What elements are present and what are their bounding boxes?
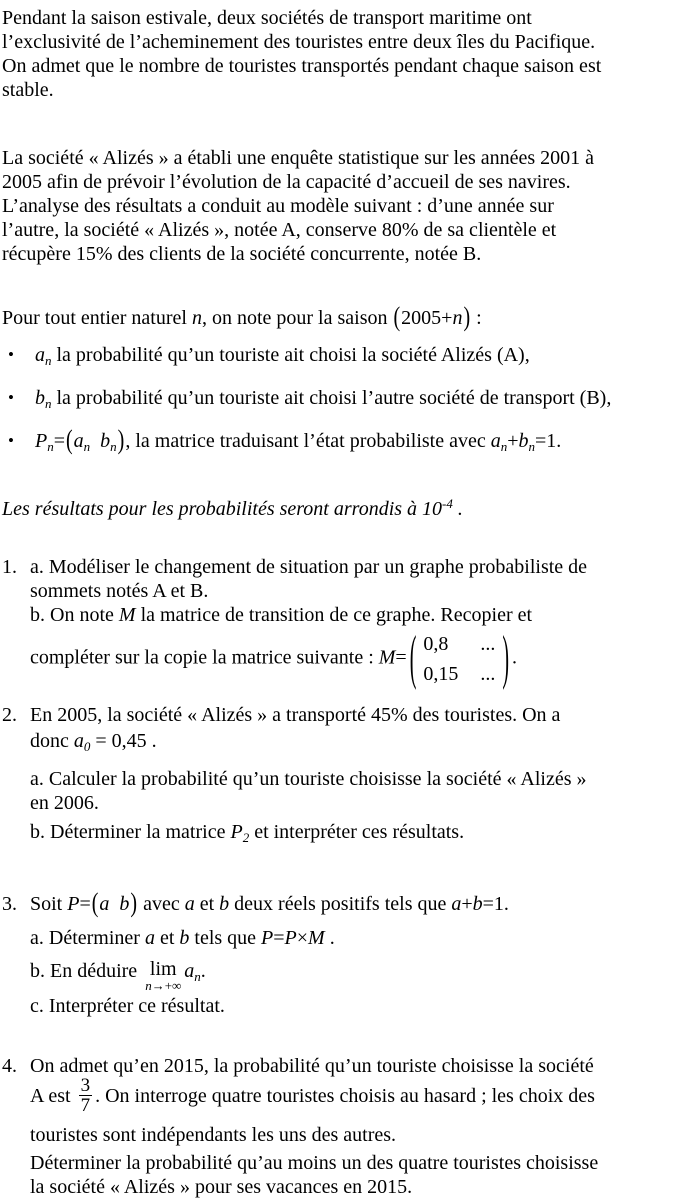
season-parentheses-open: ( xyxy=(393,302,401,333)
question-line: Déterminer la probabilité qu’au moins un des quatre touristes choisisse xyxy=(30,1152,599,1175)
list-item-text: $a_n$ la probabilité qu’un touriste ait choisi la société Alizés (A), xyxy=(35,344,530,368)
bullet-icon: • xyxy=(8,345,14,364)
text-line: récupère 15% des clients de la société concurrente, notée B. xyxy=(2,243,482,265)
question-line: En 2005, la société « Alizés » a transporté 45% des touristes. On a xyxy=(30,704,561,726)
text-line: 2005 afin de prévoir l’évolution de la capacité d’accueil de ses navires. xyxy=(2,171,571,193)
question-4 xyxy=(2,1054,676,1199)
question-number: 4. xyxy=(2,1055,17,1078)
state-matrix-parentheses-close: ) xyxy=(117,425,125,456)
question-line: donc $a_0 = 0,45$ . xyxy=(30,730,157,754)
matrix-paren-open-icon: ( xyxy=(409,626,417,692)
limit-underscript: n→+∞ xyxy=(145,978,182,993)
question-line: a. Modéliser le changement de situation par un graphe probabiliste de xyxy=(30,556,588,578)
question-line: a. Calculer la probabilité qu’un touriste choisisse la société « Alizés » xyxy=(30,768,587,790)
question-line: sommets notés A et B. xyxy=(30,580,209,602)
question-3 xyxy=(2,888,676,1018)
season-parentheses-close: ) xyxy=(463,302,471,333)
list-item xyxy=(8,386,676,416)
row-matrix-parentheses-close: ) xyxy=(130,888,138,919)
question-line: la société « Alizés » pour ses vacances en 2015. xyxy=(30,1176,413,1199)
question-line: touristes sont indépendants les uns des autres. xyxy=(30,1124,397,1147)
question-line: en 2006. xyxy=(30,792,99,814)
question-number: 1. xyxy=(2,556,17,578)
question-line: b. On note M la matrice de transition de ce graphe. Recopier et xyxy=(30,604,533,626)
list-item xyxy=(8,425,676,459)
list-item-text: $b_n$ la probabilité qu’un touriste ait choisi l’autre société de transport (B), xyxy=(35,387,612,411)
question-body xyxy=(30,888,676,1018)
text-line: l’autre, la société « Alizés », notée A, conserve 80% de sa clientèle et xyxy=(2,219,557,241)
matrix-paren-close-icon: ) xyxy=(502,626,510,692)
bullet-icon: • xyxy=(8,388,14,407)
matrix-cell: 0,15 xyxy=(423,663,459,685)
paragraph-context xyxy=(2,6,676,102)
question-line: c. Interpréter ce résultat. xyxy=(30,995,225,1018)
question-line: a. Déterminer a et b tels que P=P×M . xyxy=(30,927,335,949)
notation-intro-line: Pour tout entier naturel n, on note pour la saison (2005+n) : xyxy=(2,302,482,333)
question-number: 3. xyxy=(2,893,17,915)
question-2 xyxy=(2,703,676,850)
question-line: On admet qu’en 2015, la probabilité qu’un touriste choisisse la société xyxy=(30,1055,594,1078)
fraction-three-sevenths xyxy=(79,1076,93,1115)
text-line: l’exclusivité de l’acheminement des touristes entre deux îles du Pacifique. xyxy=(2,31,596,53)
question-body xyxy=(30,555,676,692)
row-matrix-parentheses-open: ( xyxy=(91,888,99,919)
question-1 xyxy=(2,555,676,692)
notation-list xyxy=(2,343,676,459)
bullet-icon: • xyxy=(8,431,14,450)
question-body xyxy=(30,1054,676,1199)
paragraph-survey xyxy=(2,146,676,266)
fraction-line: A est $\frac{3}{7}$ . On interroge quatre touristes choisis au hasard ; les choix des xyxy=(30,1075,595,1117)
state-matrix-parentheses-open: ( xyxy=(66,425,73,456)
question-line: Soit P=(a b) avec a et b deux réels positifs tels que a+b=1. xyxy=(30,888,509,919)
text-line: stable. xyxy=(2,79,54,101)
text-line: On admet que le nombre de touristes transportés pendant chaque saison est xyxy=(2,55,602,77)
rounding-note: Les résultats pour les probabilités seront arrondis à $10^{-4}$ . xyxy=(2,496,463,520)
matrix-cell: ... xyxy=(480,663,496,685)
text-line: L’analyse des résultats a conduit au modèle suivant : d’une année sur xyxy=(2,195,554,217)
limit-notation xyxy=(145,959,181,992)
text-line: Pendant la saison estivale, deux sociétés de transport maritime ont xyxy=(2,7,532,29)
matrix-cell: 0,8 xyxy=(423,633,449,655)
text-line: La société « Alizés » a établi une enquête statistique sur les années 2001 à xyxy=(2,147,595,169)
matrix-line: compléter sur la copie la matrice suivante : M= ( 0,8 ... 0,15 ... ) . xyxy=(30,629,676,689)
fraction-numerator: 3 xyxy=(80,1075,91,1097)
question-number: 2. xyxy=(2,704,17,726)
transition-matrix xyxy=(409,626,510,692)
question-line: b. Déterminer la matrice $P_2$ et interpréter ces résultats. xyxy=(30,821,465,845)
fraction-denominator: 7 xyxy=(80,1095,91,1117)
question-body xyxy=(30,703,676,850)
limit-line: b. En déduire lim n→+∞ $a_n$. xyxy=(30,958,206,993)
list-item-text: $P_n=(a_n$ $b_n$), la matrice traduisant l’état probabiliste avec $a_n+b_n=1$. xyxy=(35,425,562,456)
matrix-cell: ... xyxy=(480,633,496,655)
list-item xyxy=(8,343,676,373)
limit-operator: lim xyxy=(149,958,177,980)
